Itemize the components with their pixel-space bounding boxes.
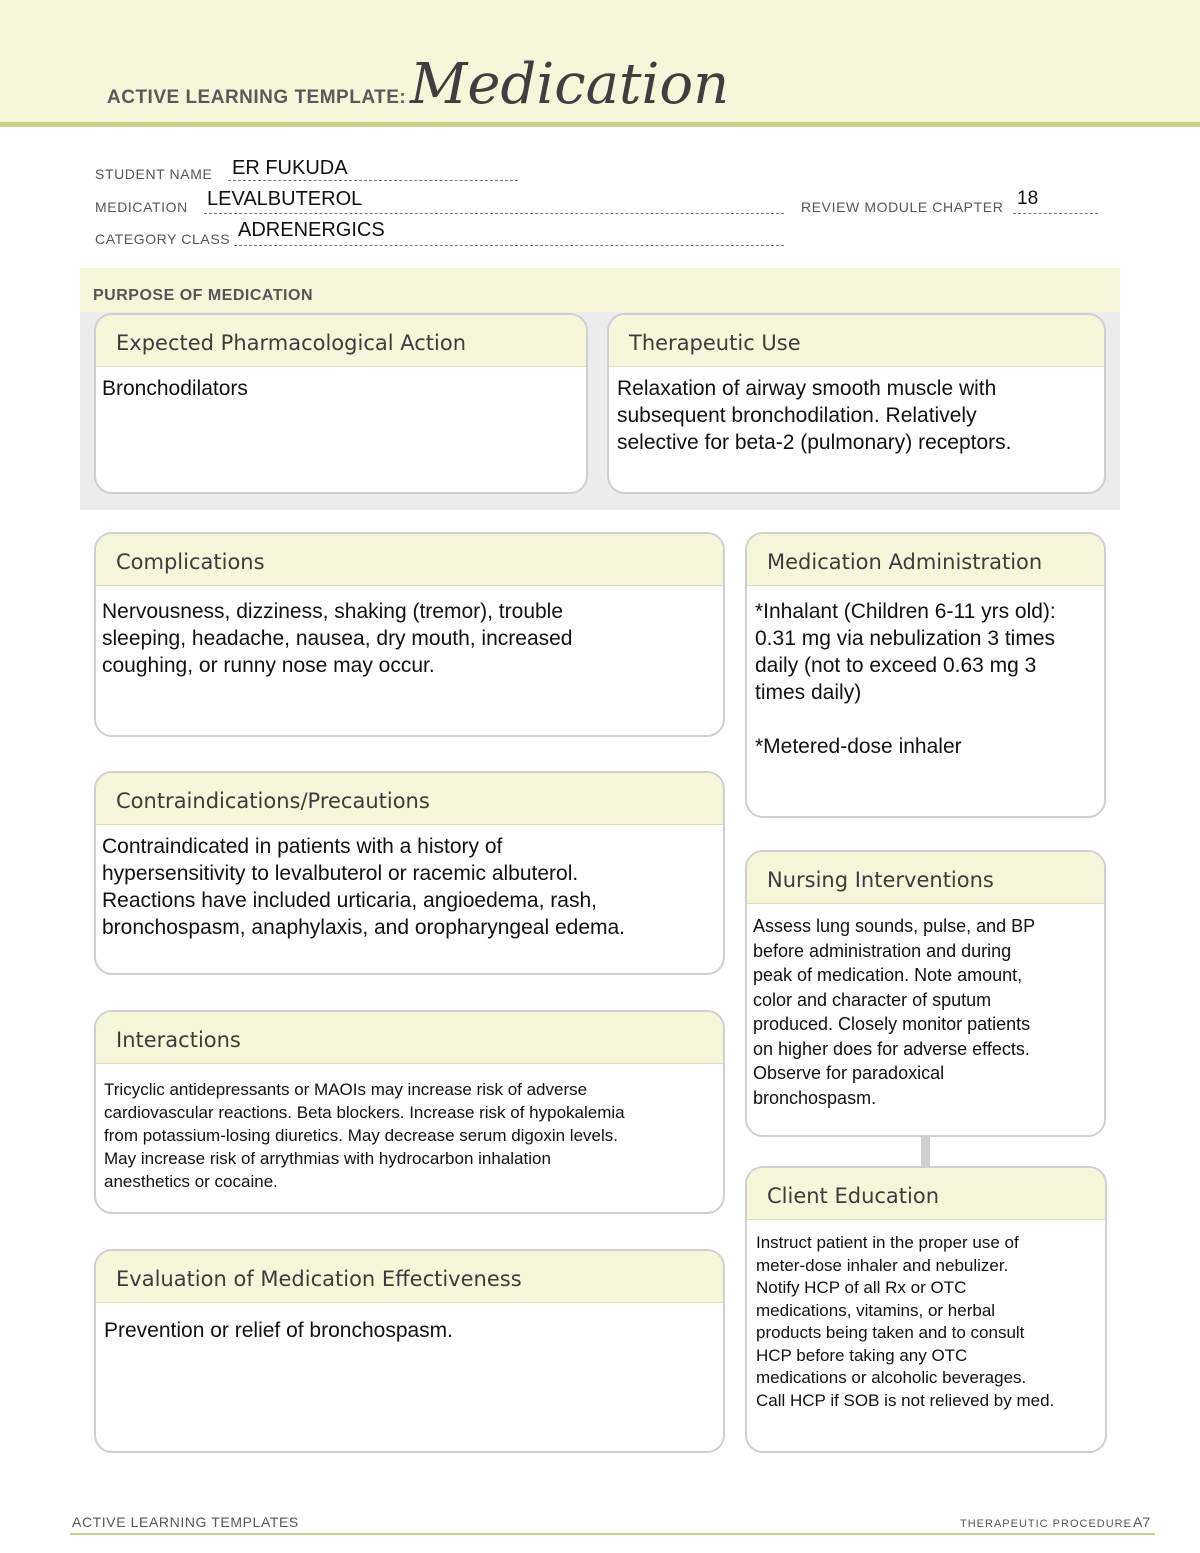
page-number: A7 [1133, 1514, 1151, 1530]
client-education-title: Client Education [747, 1168, 1105, 1220]
administration-text[interactable]: *Inhalant (Children 6-11 yrs old): 0.31 mg via nebulization 3 times daily (not to exceed 0.63 mg 3 times daily) *Metered-dose inhaler [755, 600, 1056, 758]
expected-action-text[interactable]: Bronchodilators [102, 377, 248, 400]
contraindications-text[interactable]: Contraindicated in patients with a history of hypersensitivity to levalbuterol or racemic albuterol. Reactions have included urticaria, angioedema, rash, bronchospasm, anaphylaxis, and oropharyngeal edema. [102, 835, 626, 939]
therapeutic-use-title: Therapeutic Use [609, 315, 1104, 367]
client-education-text[interactable]: Instruct patient in the proper use of meter-dose inhaler and nebulizer. Notify HCP of all Rx or OTC medications, vitamins, or herbal products being taken and to consult HCP before taking any OTC medications or alcoholic beverages. Call HCP if SOB is not relieved by med. [756, 1233, 1055, 1410]
medication-label: MEDICATION [95, 199, 188, 215]
expected-action-box [94, 313, 588, 494]
complications-box [94, 532, 725, 737]
footer-rule [70, 1533, 1155, 1535]
interactions-title: Interactions [96, 1012, 723, 1064]
therapeutic-use-box [607, 313, 1106, 494]
template-label: ACTIVE LEARNING TEMPLATE: [107, 87, 407, 108]
administration-box [745, 532, 1106, 818]
therapeutic-use-text[interactable]: Relaxation of airway smooth muscle with subsequent bronchodilation. Relatively selective for beta-2 (pulmonary) receptors. [617, 377, 1012, 454]
interactions-text[interactable]: Tricyclic antidepressants or MAOIs may increase risk of adverse cardiovascular reactions. Beta blockers. Increase risk of hypokalemia from potassium-losing diuretics. May decrease serum digoxin levels. May increase risk of arrythmias with hydrocarbon inhalation anesthetics or cocaine. [104, 1080, 625, 1191]
footer-left: ACTIVE LEARNING TEMPLATES [72, 1514, 299, 1530]
review-module-field[interactable]: 18 [1017, 188, 1039, 209]
student-name-line [228, 180, 518, 181]
category-class-line [234, 245, 784, 246]
medication-line [204, 213, 784, 214]
administration-title: Medication Administration [747, 534, 1104, 586]
nursing-box [745, 850, 1106, 1137]
evaluation-text[interactable]: Prevention or relief of bronchospasm. [104, 1319, 454, 1342]
interactions-box [94, 1010, 725, 1214]
expected-action-title: Expected Pharmacological Action [96, 315, 586, 367]
purpose-title: PURPOSE OF MEDICATION [93, 287, 313, 304]
student-name-label: STUDENT NAME [95, 166, 213, 182]
box-connector [921, 1136, 930, 1166]
evaluation-title: Evaluation of Medication Effectiveness [96, 1251, 723, 1303]
header-rule [0, 122, 1200, 127]
student-name-field[interactable]: ER FUKUDA [232, 157, 348, 179]
medication-field[interactable]: LEVALBUTEROL [207, 188, 363, 210]
complications-title: Complications [96, 534, 723, 586]
nursing-text[interactable]: Assess lung sounds, pulse, and BP before administration and during peak of medication. Note amount, color and character of sputum produced. Closely monitor patients on higher does for adverse effects. Observe for paradoxical bronchospasm. [753, 916, 1036, 1108]
evaluation-box [94, 1249, 725, 1453]
complications-text[interactable]: Nervousness, dizziness, shaking (tremor), trouble sleeping, headache, nausea, dry mouth, increased coughing, or runny nose may occur. [102, 600, 573, 677]
contraindications-box [94, 771, 725, 975]
footer-right: THERAPEUTIC PROCEDURE [960, 1518, 1132, 1530]
nursing-title: Nursing Interventions [747, 852, 1104, 904]
review-module-label: REVIEW MODULE CHAPTER [801, 199, 1004, 215]
category-class-field[interactable]: ADRENERGICS [238, 219, 385, 241]
client-education-box [745, 1166, 1107, 1453]
contraindications-title: Contraindications/Precautions [96, 773, 723, 825]
review-module-line [1013, 213, 1098, 214]
page-title: Medication [410, 52, 730, 117]
category-class-label: CATEGORY CLASS [95, 231, 231, 247]
